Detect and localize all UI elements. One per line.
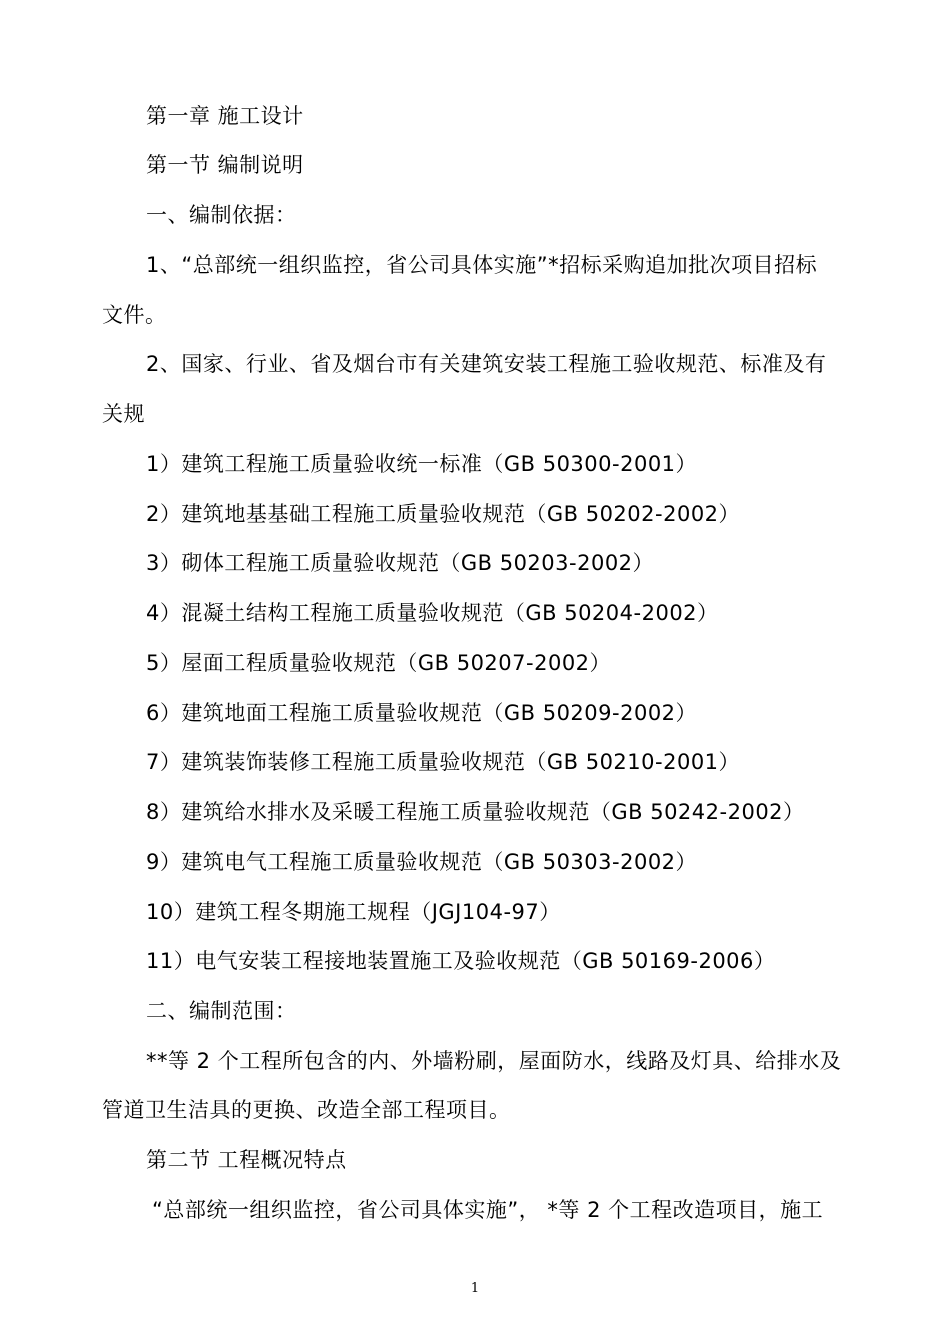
basis-item-2-line-1: 2、国家、行业、省及烟台市有关建筑安装工程施工验收规范、标准及有 — [146, 352, 827, 376]
overview-text: “总部统一组织监控，省公司具体实施”， *等 2 个工程改造项目，施工 — [152, 1198, 824, 1222]
chapter-heading: 第一章 施工设计 — [146, 104, 304, 128]
standard-item: 10）建筑工程冬期施工规程（JGJ104-97） — [146, 900, 561, 924]
standard-item: 4）混凝土结构工程施工质量验收规范（GB 50204-2002） — [146, 601, 719, 625]
standard-item: 6）建筑地面工程施工质量验收规范（GB 50209-2002） — [146, 701, 698, 725]
basis-item-1-line-1: 1、“总部统一组织监控，省公司具体实施”*招标采购追加批次项目招标 — [146, 253, 818, 277]
basis-item-1-line-2: 文件。 — [102, 303, 167, 327]
scope-text-line-1: **等 2 个工程所包含的内、外墙粉刷，屋面防水，线路及灯具、给排水及 — [146, 1049, 842, 1073]
standard-item: 11）电气安装工程接地装置施工及验收规范（GB 50169-2006） — [146, 949, 776, 973]
basis-heading: 一、编制依据： — [146, 203, 297, 227]
section-heading: 第一节 编制说明 — [146, 153, 304, 177]
standard-item: 5）屋面工程质量验收规范（GB 50207-2002） — [146, 651, 612, 675]
page-number: 1 — [470, 1281, 480, 1296]
scope-text-line-2: 管道卫生洁具的更换、改造全部工程项目。 — [102, 1098, 511, 1122]
standard-item: 8）建筑给水排水及采暖工程施工质量验收规范（GB 50242-2002） — [146, 800, 805, 824]
standard-item: 1）建筑工程施工质量验收统一标准（GB 50300-2001） — [146, 452, 698, 476]
standard-item: 3）砌体工程施工质量验收规范（GB 50203-2002） — [146, 551, 655, 575]
standard-item: 2）建筑地基基础工程施工质量验收规范（GB 50202-2002） — [146, 502, 741, 526]
scope-heading: 二、编制范围： — [146, 999, 297, 1023]
basis-item-2-line-2: 关规 — [102, 402, 145, 426]
standard-item: 9）建筑电气工程施工质量验收规范（GB 50303-2002） — [146, 850, 698, 874]
standard-item: 7）建筑装饰装修工程施工质量验收规范（GB 50210-2001） — [146, 750, 741, 774]
section-heading: 第二节 工程概况特点 — [146, 1148, 347, 1172]
